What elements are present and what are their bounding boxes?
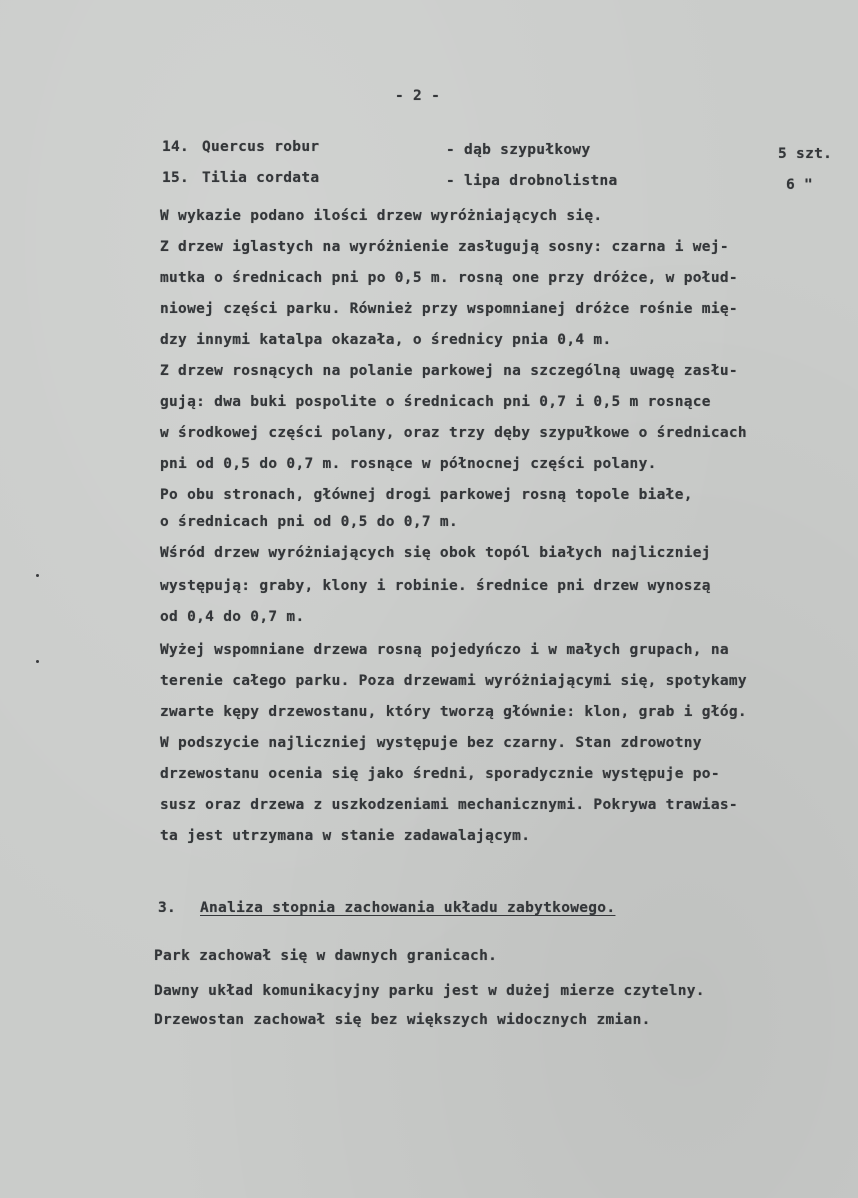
body-line: pni od 0,5 do 0,7 m. rosnące w północnej części polany. — [160, 456, 657, 472]
punch-hole-mark — [36, 660, 39, 663]
body-line: Z drzew rosnących na polanie parkowej na szczególną uwagę zasłu- — [160, 363, 738, 379]
species-latin: Tilia cordata — [202, 170, 320, 186]
section-line: Drzewostan zachował się bez większych widocznych zmian. — [154, 1012, 651, 1028]
body-line: występują: graby, klony i robinie. średnice pni drzew wynoszą — [160, 578, 711, 594]
body-line: Wśród drzew wyróżniających się obok topól białych najliczniej — [160, 545, 711, 561]
body-line: ta jest utrzymana w stanie zadawalającym. — [160, 828, 531, 844]
section-line: Dawny układ komunikacyjny parku jest w dużej mierze czytelny. — [154, 983, 705, 999]
species-polish: - dąb szypułkowy — [446, 142, 591, 158]
body-line: gują: dwa buki pospolite o średnicach pni 0,7 i 0,5 m rosnące — [160, 394, 711, 410]
body-line: terenie całego parku. Poza drzewami wyróżniającymi się, spotykamy — [160, 673, 747, 689]
body-line: Z drzew iglastych na wyróżnienie zasługują sosny: czarna i wej- — [160, 239, 729, 255]
body-line: niowej części parku. Również przy wspomnianej dróżce rośnie mię- — [160, 301, 738, 317]
body-line: Wyżej wspomniane drzewa rosną pojedyńczo i w małych grupach, na — [160, 642, 729, 658]
section-title: Analiza stopnia zachowania układu zabytkowego. — [200, 900, 616, 916]
species-count: 6 " — [786, 177, 814, 193]
body-line: zwarte kępy drzewostanu, który tworzą głównie: klon, grab i głóg. — [160, 704, 747, 720]
species-num: 14. — [162, 139, 190, 155]
species-count: 5 szt. — [778, 146, 833, 162]
punch-hole-mark — [36, 574, 39, 577]
body-line: mutka o średnicach pni po 0,5 m. rosną one przy dróżce, w połud- — [160, 270, 738, 286]
species-num: 15. — [162, 170, 190, 186]
body-line: w środkowej części polany, oraz trzy dęby szypułkowe o średnicach — [160, 425, 747, 441]
body-line: susz oraz drzewa z uszkodzeniami mechanicznymi. Pokrywa trawias- — [160, 797, 738, 813]
body-line: drzewostanu ocenia się jako średni, sporadycznie występuje po- — [160, 766, 720, 782]
body-line: W podszycie najliczniej występuje bez czarny. Stan zdrowotny — [160, 735, 702, 751]
species-latin: Quercus robur — [202, 139, 320, 155]
section-line: Park zachował się w dawnych granicach. — [154, 948, 498, 964]
section-number: 3. — [158, 900, 177, 916]
body-line: Po obu stronach, głównej drogi parkowej rosną topole białe, — [160, 487, 693, 503]
body-line: od 0,4 do 0,7 m. — [160, 609, 305, 625]
body-line: dzy innymi katalpa okazała, o średnicy pnia 0,4 m. — [160, 332, 612, 348]
body-line: W wykazie podano ilości drzew wyróżniających się. — [160, 208, 603, 224]
species-polish: - lipa drobnolistna — [446, 173, 618, 189]
body-line: o średnicach pni od 0,5 do 0,7 m. — [160, 514, 458, 530]
page-number: - 2 - — [395, 88, 441, 104]
